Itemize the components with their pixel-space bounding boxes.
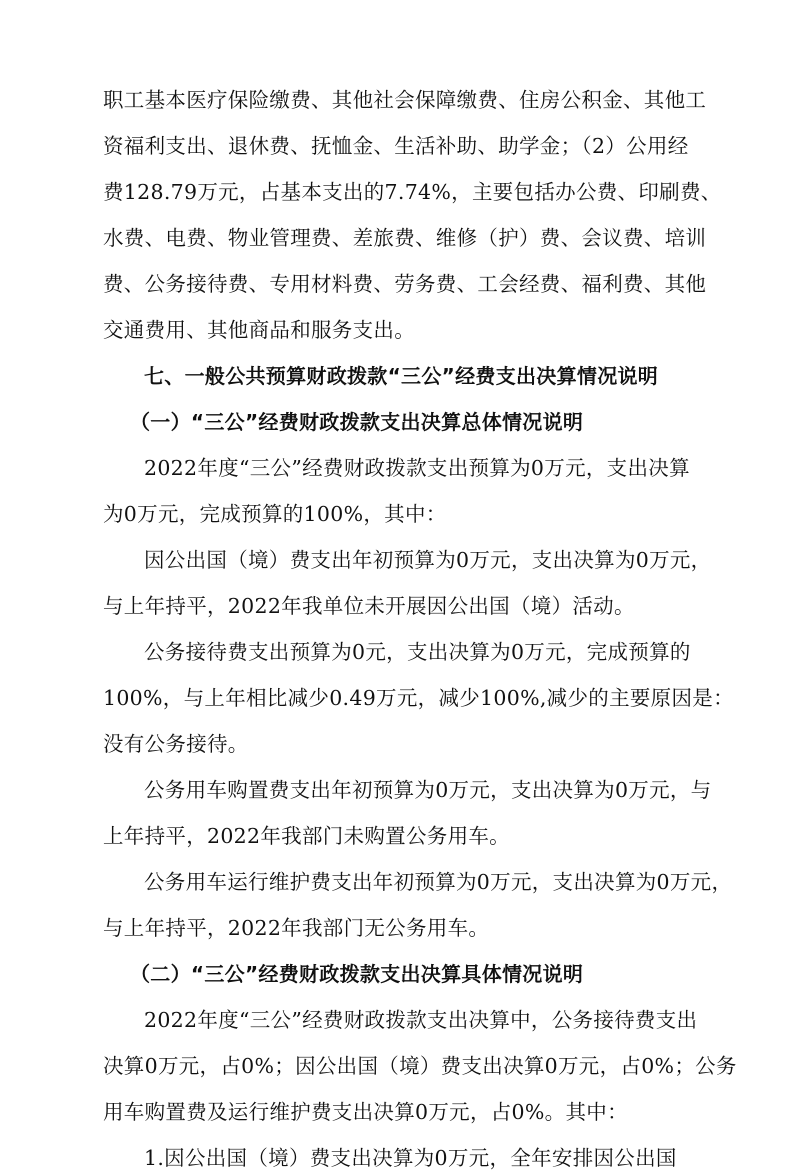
paragraph-line: 上年持平，2022年我部门未购置公务用车。: [103, 824, 510, 848]
paragraph-line: 职工基本医疗保险缴费、其他社会保障缴费、住房公积金、其他工: [103, 88, 707, 112]
paragraph-line: 资福利支出、退休费、抚恤金、生活补助、助学金；（2）公用经: [103, 134, 689, 158]
paragraph-line: 费、公务接待费、专用材料费、劳务费、工会经费、福利费、其他: [103, 272, 707, 296]
section-heading: 七、一般公共预算财政拨款“三公”经费支出决算情况说明: [144, 364, 659, 388]
paragraph-line: 公务接待费支出预算为0元，支出决算为0万元，完成预算的: [144, 640, 691, 664]
paragraph-line: 因公出国（境）费支出年初预算为0万元，支出决算为0万元，: [144, 548, 712, 572]
paragraph-line: 决算0万元，占0%；因公出国（境）费支出决算0万元，占0%；公务: [103, 1054, 737, 1078]
paragraph-line: 100%，与上年相比减少0.49万元，减少100%,减少的主要原因是：: [103, 686, 734, 710]
paragraph-line: 2022年度“三公”经费财政拨款支出预算为0万元，支出决算: [144, 456, 690, 480]
paragraph-line: 费128.79万元，占基本支出的7.74%，主要包括办公费、印刷费、: [103, 180, 722, 204]
paragraph-line: 为0万元，完成预算的100%，其中：: [103, 502, 447, 526]
paragraph-line: 1.因公出国（境）费支出决算为0万元，全年安排因公出国: [144, 1146, 677, 1170]
subsection-heading: （一）“三公”经费财政拨款支出决算总体情况说明: [130, 410, 584, 434]
paragraph-line: 与上年持平，2022年我部门无公务用车。: [103, 916, 490, 940]
paragraph-line: 与上年持平，2022年我单位未开展因公出国（境）活动。: [103, 594, 635, 618]
paragraph-line: 水费、电费、物业管理费、差旅费、维修（护）费、会议费、培训: [103, 226, 707, 250]
paragraph-line: 交通费用、其他商品和服务支出。: [103, 318, 415, 342]
paragraph-line: 用车购置费及运行维护费支出决算0万元，占0%。其中：: [103, 1100, 628, 1124]
paragraph-line: 公务用车运行维护费支出年初预算为0万元，支出决算为0万元，: [144, 870, 733, 894]
paragraph-line: 公务用车购置费支出年初预算为0万元，支出决算为0万元，与: [144, 778, 712, 802]
paragraph-line: 2022年度“三公”经费财政拨款支出决算中，公务接待费支出: [144, 1008, 698, 1032]
paragraph-line: 没有公务接待。: [103, 732, 249, 756]
subsection-heading: （二）“三公”经费财政拨款支出决算具体情况说明: [130, 962, 584, 986]
